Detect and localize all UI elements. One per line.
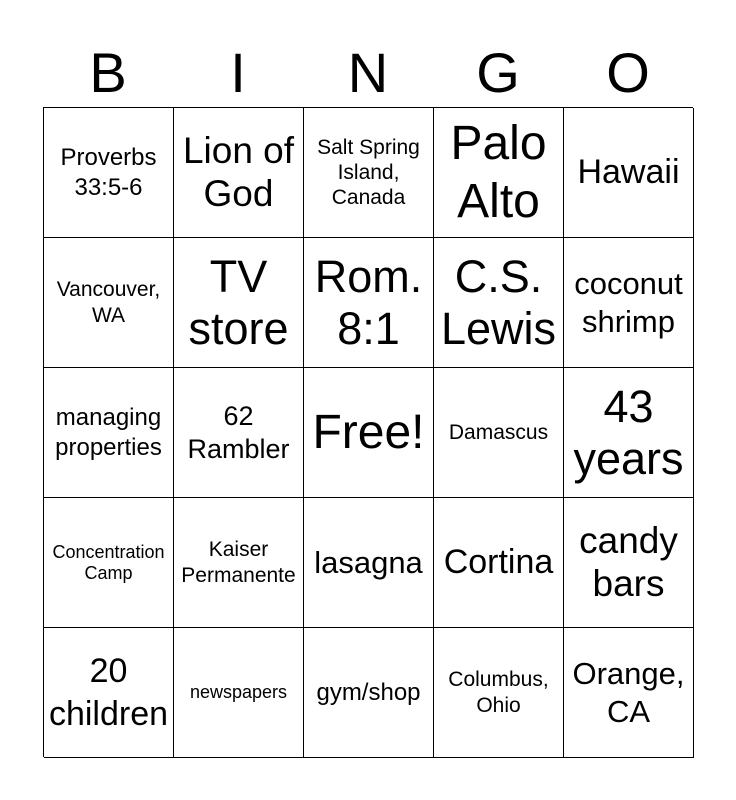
- cell-text: Vancouver, WA: [56, 278, 161, 327]
- bingo-cell[interactable]: [564, 108, 694, 238]
- cell-text: candy bars: [579, 519, 678, 604]
- bingo-cell[interactable]: [434, 368, 564, 498]
- bingo-cell[interactable]: [304, 498, 434, 628]
- cell-text: coconut shrimp: [574, 266, 683, 339]
- cell-text: newspapers: [189, 682, 288, 703]
- cell-text: Salt Spring Island, Canada: [317, 135, 420, 210]
- cell-text: managing properties: [55, 403, 162, 461]
- header-letter-i: I: [230, 41, 246, 104]
- bingo-cell[interactable]: [434, 108, 564, 238]
- cell-text: C.S. Lewis: [440, 250, 557, 354]
- cell-text: Palo Alto: [450, 116, 547, 228]
- bingo-cell[interactable]: [44, 368, 174, 498]
- bingo-cell[interactable]: [44, 498, 174, 628]
- header-letter-o: O: [606, 41, 650, 104]
- cell-text: Cortina: [443, 543, 554, 582]
- cell-text: lasagna: [314, 544, 423, 580]
- bingo-cell[interactable]: [44, 628, 174, 758]
- cell-text: gym/shop: [316, 678, 421, 706]
- bingo-cell[interactable]: [434, 238, 564, 368]
- bingo-cell[interactable]: [434, 628, 564, 758]
- cell-text: Hawaii: [577, 153, 680, 192]
- bingo-cell[interactable]: [564, 628, 694, 758]
- cell-text: Orange, CA: [572, 656, 685, 729]
- bingo-cell[interactable]: [434, 498, 564, 628]
- bingo-board: [43, 107, 693, 757]
- bingo-cell[interactable]: [304, 628, 434, 758]
- cell-text: Columbus, Ohio: [448, 668, 549, 717]
- bingo-cell[interactable]: [304, 238, 434, 368]
- cell-text: 20 children: [48, 652, 169, 733]
- cell-text: 62 Rambler: [187, 401, 290, 464]
- bingo-cell[interactable]: [174, 498, 304, 628]
- bingo-cell[interactable]: [44, 108, 174, 238]
- cell-text: TV store: [188, 250, 289, 354]
- bingo-cell[interactable]: [174, 628, 304, 758]
- cell-text: Concentration Camp: [52, 542, 165, 583]
- header-letter-b: B: [89, 41, 127, 104]
- bingo-cell[interactable]: [564, 368, 694, 498]
- bingo-free-cell[interactable]: [304, 368, 434, 498]
- bingo-cell[interactable]: [564, 498, 694, 628]
- bingo-header: [43, 40, 693, 106]
- cell-text: Lion of God: [182, 129, 295, 214]
- cell-text: Damascus: [448, 420, 549, 444]
- header-letter-n: N: [347, 41, 389, 104]
- bingo-cell[interactable]: [174, 368, 304, 498]
- header-letter-g: G: [476, 41, 520, 104]
- bingo-cell[interactable]: [564, 238, 694, 368]
- cell-text: Rom. 8:1: [314, 250, 423, 354]
- cell-text: Kaiser Permanente: [181, 538, 296, 587]
- cell-text: Free!: [312, 405, 425, 459]
- bingo-cell[interactable]: [304, 108, 434, 238]
- cell-text: 43 years: [573, 380, 684, 484]
- bingo-cell[interactable]: [44, 238, 174, 368]
- cell-text: Proverbs 33:5-6: [60, 143, 157, 201]
- bingo-cell[interactable]: [174, 108, 304, 238]
- bingo-cell[interactable]: [174, 238, 304, 368]
